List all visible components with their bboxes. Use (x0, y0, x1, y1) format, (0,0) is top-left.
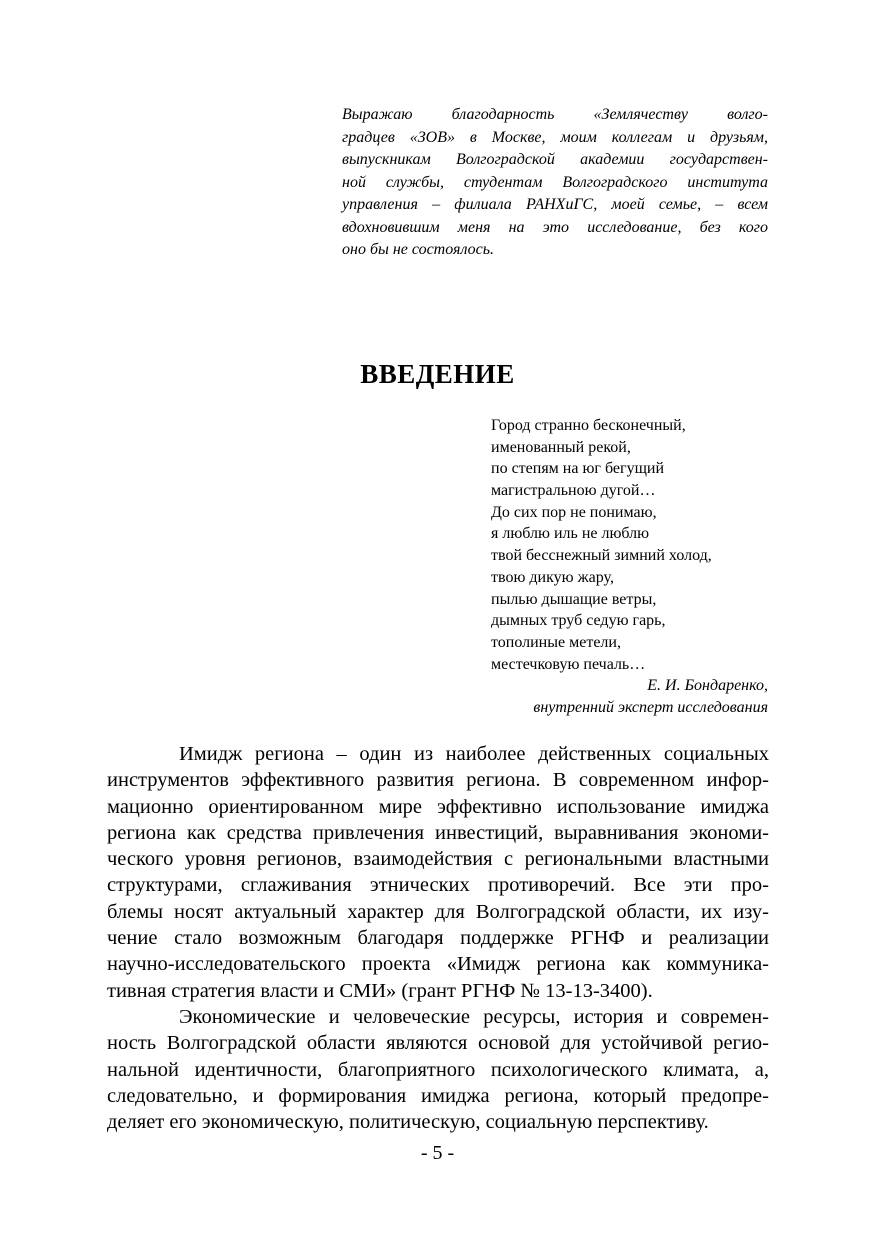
epigraph-poem (491, 415, 771, 719)
dedication-line: ной службы, студентам Волгоградского института (342, 173, 768, 191)
paragraph-1-line: региона как средства привлечения инвестиций, выравнивания экономи- (107, 821, 769, 844)
paragraph-1-line: блемы носят актуальный характер для Волгоградской области, их изу- (107, 900, 769, 923)
poem-line: твой бесснежный зимний холод, (491, 547, 712, 565)
paragraph-2-line: ность Волгоградской области являются основой для устойчивой регио- (107, 1032, 769, 1055)
paragraph-2-line: нальной идентичности, благоприятного психологического климата, а, (107, 1058, 769, 1081)
paragraph-1-line: мационно ориентированном мире эффективно использование имиджа (107, 795, 769, 818)
dedication-line: выпускникам Волгоградской академии государствен- (342, 151, 768, 168)
paragraph-1-line: научно-исследовательского проекта «Имидж региона как коммуника- (107, 953, 769, 976)
paragraph-2-line: Экономические и человеческие ресурсы, история и современ- (179, 1005, 769, 1028)
poem-line: по степям на юг бегущий (491, 460, 665, 478)
dedication-line: вдохновившим меня на это исследование, без кого (342, 218, 768, 236)
page-number: - 5 - (420, 1142, 455, 1164)
paragraph-1-line: чение стало возможным благодаря поддержке РГНФ и реализации (107, 927, 769, 950)
poem-line: тополиные метели, (491, 633, 621, 651)
paragraph-2-line: следовательно, и формирования имиджа региона, который предопре- (107, 1084, 769, 1107)
poem-line: твою дикую жару, (491, 568, 614, 586)
paragraph-1-line: ческого уровня регионов, взаимодействия с региональными властными (107, 848, 769, 871)
paragraph-1-line: структурами, сглаживания этнических противоречий. Все эти про- (107, 874, 769, 897)
poem-line: Город странно бесконечный, (491, 417, 686, 434)
poem-line: дымных труб седую гарь, (491, 612, 666, 630)
paragraph-1-line: инструментов эффективного развития региона. В современном инфор- (107, 769, 769, 792)
paragraph-1-line: Имидж региона – один из наиболее действенных социальных (179, 743, 769, 765)
paragraph-1-line: тивная стратегия власти и СМИ» (грант РГНФ № 13-13-3400). (107, 979, 653, 1002)
epigraph-author-role: внутренний эксперт исследования (533, 698, 768, 716)
poem-line: местечковую печаль… (491, 655, 646, 673)
poem-line: именованный рекой, (491, 438, 631, 456)
body-text (107, 741, 769, 1135)
section-heading: ВВЕДЕНИЕ (360, 359, 515, 389)
dedication-line: оно бы не состоялось. (342, 241, 494, 258)
poem-line: магистральною дугой… (491, 482, 656, 500)
poem-line: я люблю иль не люблю (491, 525, 650, 543)
paragraph-2-line: деляет его экономическую, политическую, социальную перспективу. (107, 1111, 709, 1134)
dedication-block (342, 104, 768, 262)
epigraph-author: Е. И. Бондаренко, (647, 677, 768, 695)
dedication-line: градцев «ЗОВ» в Москве, моим коллегам и друзьям, (342, 128, 768, 146)
poem-line: пылью дышащие ветры, (491, 590, 657, 608)
dedication-line: Выражаю благодарность «Землячеству волго- (342, 106, 768, 123)
poem-line: До сих пор не понимаю, (491, 503, 657, 521)
dedication-line: управления – филиала РАНХиГС, моей семье, – всем (342, 196, 768, 213)
